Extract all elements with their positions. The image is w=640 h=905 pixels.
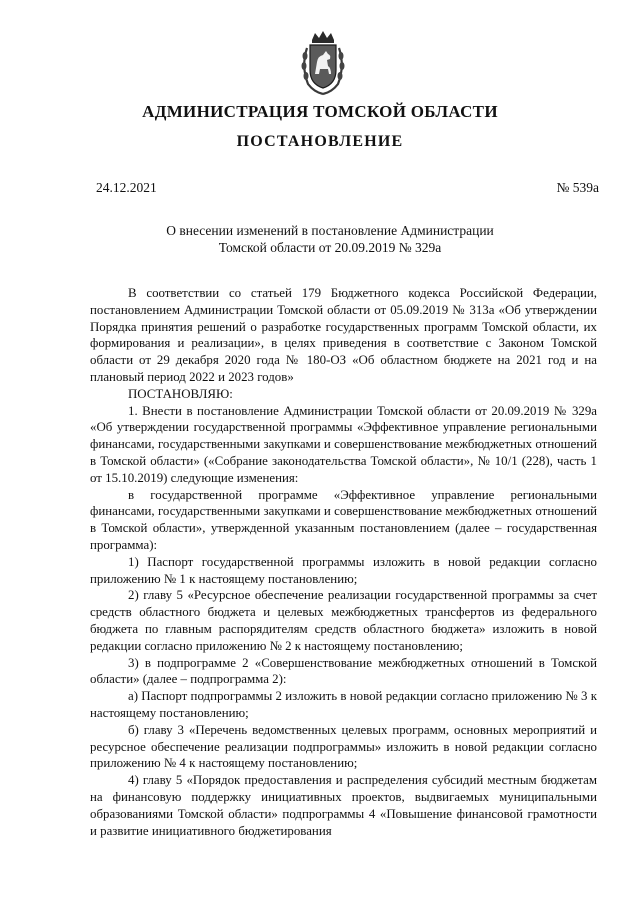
document-date: 24.12.2021 (96, 180, 157, 195)
paragraph-resolve: ПОСТАНОВЛЯЮ: (128, 386, 233, 401)
paragraph-subitem-b: б) главу 3 «Перечень ведомственных целевых программ, основных мероприятий и ресурсное обеспечение реализации подпрограммы» изложить в новой редакции согласно приложению № 4 к настоящему постановлению; (90, 722, 597, 771)
document-type: ПОСТАНОВЛЕНИЕ (236, 133, 404, 150)
paragraph-subitem-4: 4) главу 5 «Порядок предоставления и распределения субсидий местным бюджетам на финансовую поддержку инициативных проектов, выдвигаемых муниципальными образованиями Томской области» подпрограммы 4 «Повышение финансовой грамотности и развитие инициативного бюджетирования (90, 773, 597, 838)
document-number: № 539а (556, 180, 599, 195)
paragraph-preamble: В соответствии со статьей 179 Бюджетного кодекса Российской Федерации, постановлением Администрации Томской области от 05.09.2019 № 313а «Об утверждении Порядка принятия решений о разработке государственных программ Томской области, их формирования и реализации», в целях приведения в соответствие с Законом Томской области от 29 декабря 2020 года № 180-ОЗ «Об областном бюджете на 2021 год и на плановый период 2022 и 2023 годов» (90, 286, 597, 384)
paragraph-subitem-2: 2) главу 5 «Ресурсное обеспечение реализации государственной программы за счет средств областного бюджета и целевых межбюджетных трансфертов из федерального бюджета по главным распорядителям средств областного бюджета» изложить в новой редакции согласно приложению № 2 к настоящему постановлению; (90, 588, 597, 653)
paragraph-subitem-1: 1) Паспорт государственной программы изложить в новой редакции согласно приложению № 1 к настоящему постановлению; (90, 554, 597, 586)
document-body (90, 285, 597, 839)
paragraph-subitem-3: 3) в подпрограмме 2 «Совершенствование межбюджетных отношений в Томской области» (далее – подпрограмма 2): (90, 655, 597, 687)
coat-of-arms-icon (298, 30, 348, 96)
subject-line: О внесении изменений в постановление Администрации (166, 223, 494, 238)
document-subject (120, 222, 540, 256)
paragraph-program: в государственной программе «Эффективное управление региональными финансами, государственными закупками и совершенствование межбюджетных отношений в Томской области», утвержденной указанным постановлением (далее – государственная программа): (90, 487, 597, 552)
paragraph-item-1: 1. Внести в постановление Администрации Томской области от 20.09.2019 № 329а «Об утверждении государственной программы «Эффективное управление региональными финансами, государственными закупками и совершенствование межбюджетных отношений в Томской области» («Собрание законодательства Томской области», № 10/1 (228), часть 1 от 15.10.2019) следующие изменения: (90, 403, 597, 485)
subject-line: Томской области от 20.09.2019 № 329а (218, 240, 442, 255)
organization-title: АДМИНИСТРАЦИЯ ТОМСКОЙ ОБЛАСТИ (142, 102, 498, 121)
paragraph-subitem-a: а) Паспорт подпрограммы 2 изложить в новой редакции согласно приложению № 3 к настоящему постановлению; (90, 689, 597, 720)
